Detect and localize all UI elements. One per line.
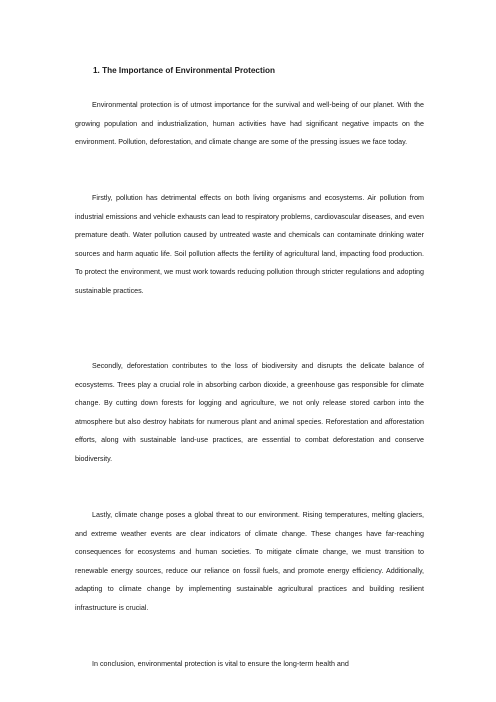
paragraph-introduction: Environmental protection is of utmost importance for the survival and well-being of our planet. With the growing population and industrialization, human activities have had significant negative impacts on the environment. Pollution, deforestation, and climate change are some of the pressing issues we face today. xyxy=(75,101,424,147)
section-heading: 1. The Importance of Environmental Protection xyxy=(93,66,275,75)
paragraph-deforestation: Secondly, deforestation contributes to the loss of biodiversity and disrupts the delicate balance of ecosystems. Trees play a crucial role in absorbing carbon dioxide, a greenhouse gas responsible for climate change. By cutting down forests for logging and agriculture, we not only release stored carbon into the atmosphere but also destroy habitats for numerous plant and animal species. Reforestation and afforestation efforts, along with sustainable land-use practices, are essential to combat deforestation and conserve biodiversity. xyxy=(75,362,424,463)
paragraph-pollution: Firstly, pollution has detrimental effects on both living organisms and ecosystems. Air pollution from industrial emissions and vehicle exhausts can lead to respiratory problems, cardiovascular diseases, and even premature death. Water pollution caused by untreated waste and chemicals can contaminate drinking water sources and harm aquatic life. Soil pollution affects the fertility of agricultural land, impacting food production. To protect the environment, we must work towards reducing pollution through stricter regulations and adopting sustainable practices. xyxy=(75,194,424,295)
paragraph-conclusion: In conclusion, environmental protection is vital to ensure the long-term health and xyxy=(92,660,349,668)
paragraph-climate-change: Lastly, climate change poses a global threat to our environment. Rising temperatures, melting glaciers, and extreme weather events are clear indicators of climate change. These changes have far-reaching consequences for ecosystems and human societies. To mitigate climate change, we must transition to renewable energy sources, reduce our reliance on fossil fuels, and promote energy efficiency. Additionally, adapting to climate change by implementing sustainable agricultural practices and building resilient infrastructure is crucial. xyxy=(75,511,424,612)
